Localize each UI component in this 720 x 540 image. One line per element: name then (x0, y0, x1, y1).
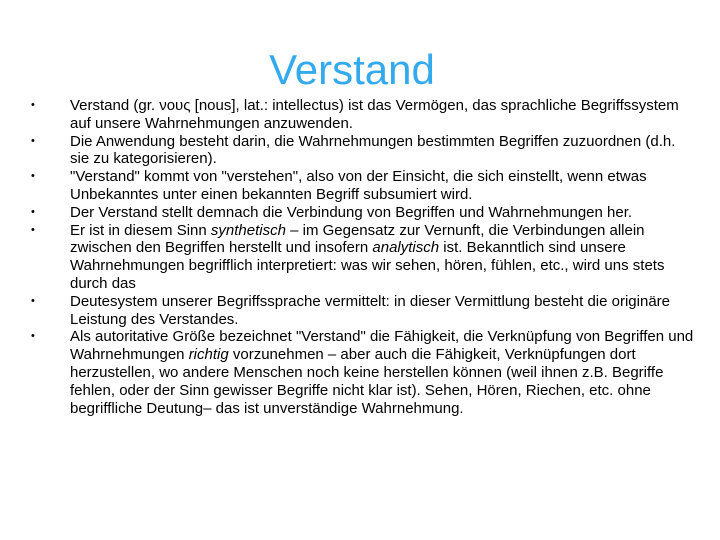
slide-title: Verstand (269, 46, 435, 93)
bullet-text-part: vorzunehmen – aber auch die Fähigkeit, Verknüpfungen dort herzustellen, wo andere Menschen noch keine herstellen können (weil ihnen z.B. Begriffe fehlen, oder der Sinn gewisser Begriffe nicht klar ist). Sehen, Hören, Riechen, etc. ohne begriffliche Deutung– das ist unverständige Wahrnehmung. (70, 346, 664, 418)
bullet-list (28, 97, 698, 418)
bullet-text (70, 222, 664, 292)
bullet-icon: • (31, 205, 35, 218)
bullet-icon: • (31, 294, 35, 307)
bullet-item (28, 328, 698, 418)
bullet-text: Verstand (gr. νους [nous], lat.: intellectus) ist das Vermögen, das sprachliche Begriffssystem auf unsere Wahrnehmungen anzuwenden. (70, 97, 679, 132)
bullet-text: "Verstand" kommt von "verstehen", also von der Einsicht, die sich einstellt, wenn etwas Unbekanntes unter einen bekannten Begriff subsumiert wird. (70, 168, 647, 203)
emphasis-analytisch: analytisch (372, 239, 440, 257)
emphasis-richtig: richtig (188, 346, 229, 364)
bullet-icon: • (31, 99, 35, 111)
emphasis-synthetisch: synthetisch (210, 221, 286, 239)
bullet-item (28, 293, 698, 329)
bullet-text-part: Als autoritative Größe bezeichnet "Verstand" die Fähigkeit, die Verknüpfung von Begriffen und Wahrnehmungen (70, 328, 694, 364)
bullet-text-part: ist. Bekanntlich sind unsere Wahrnehmungen begrifflich interpretiert: was wir sehen, hören, fühlen, etc., wird uns stets durch das (70, 239, 665, 292)
bullet-item (28, 133, 698, 169)
bullet-icon: • (31, 134, 35, 147)
bullet-text: Deutesystem unserer Begriffssprache vermittelt: in dieser Vermittlung besteht die originäre Leistung des Verstandes. (70, 292, 671, 328)
bullet-icon: • (31, 170, 35, 183)
bullet-text (70, 328, 693, 417)
bullet-text: Die Anwendung besteht darin, die Wahrnehmungen bestimmten Begriffen zuzuordnen (d.h. sie zu kategorisieren). (70, 132, 676, 168)
bullet-item (28, 97, 698, 133)
bullet-icon: • (31, 330, 35, 343)
bullet-item (28, 222, 698, 293)
bullet-text-part: Er ist in diesem Sinn (70, 221, 211, 239)
bullet-text-part: – im Gegensatz zur Vernunft, die Verbindungen allein zwischen den Begriffen herstellt und insofern (70, 221, 645, 257)
bullet-item (28, 204, 698, 222)
bullet-item (28, 168, 698, 204)
bullet-text: Der Verstand stellt demnach die Verbindung von Begriffen und Wahrnehmungen her. (70, 203, 633, 221)
bullet-icon: • (31, 223, 35, 236)
